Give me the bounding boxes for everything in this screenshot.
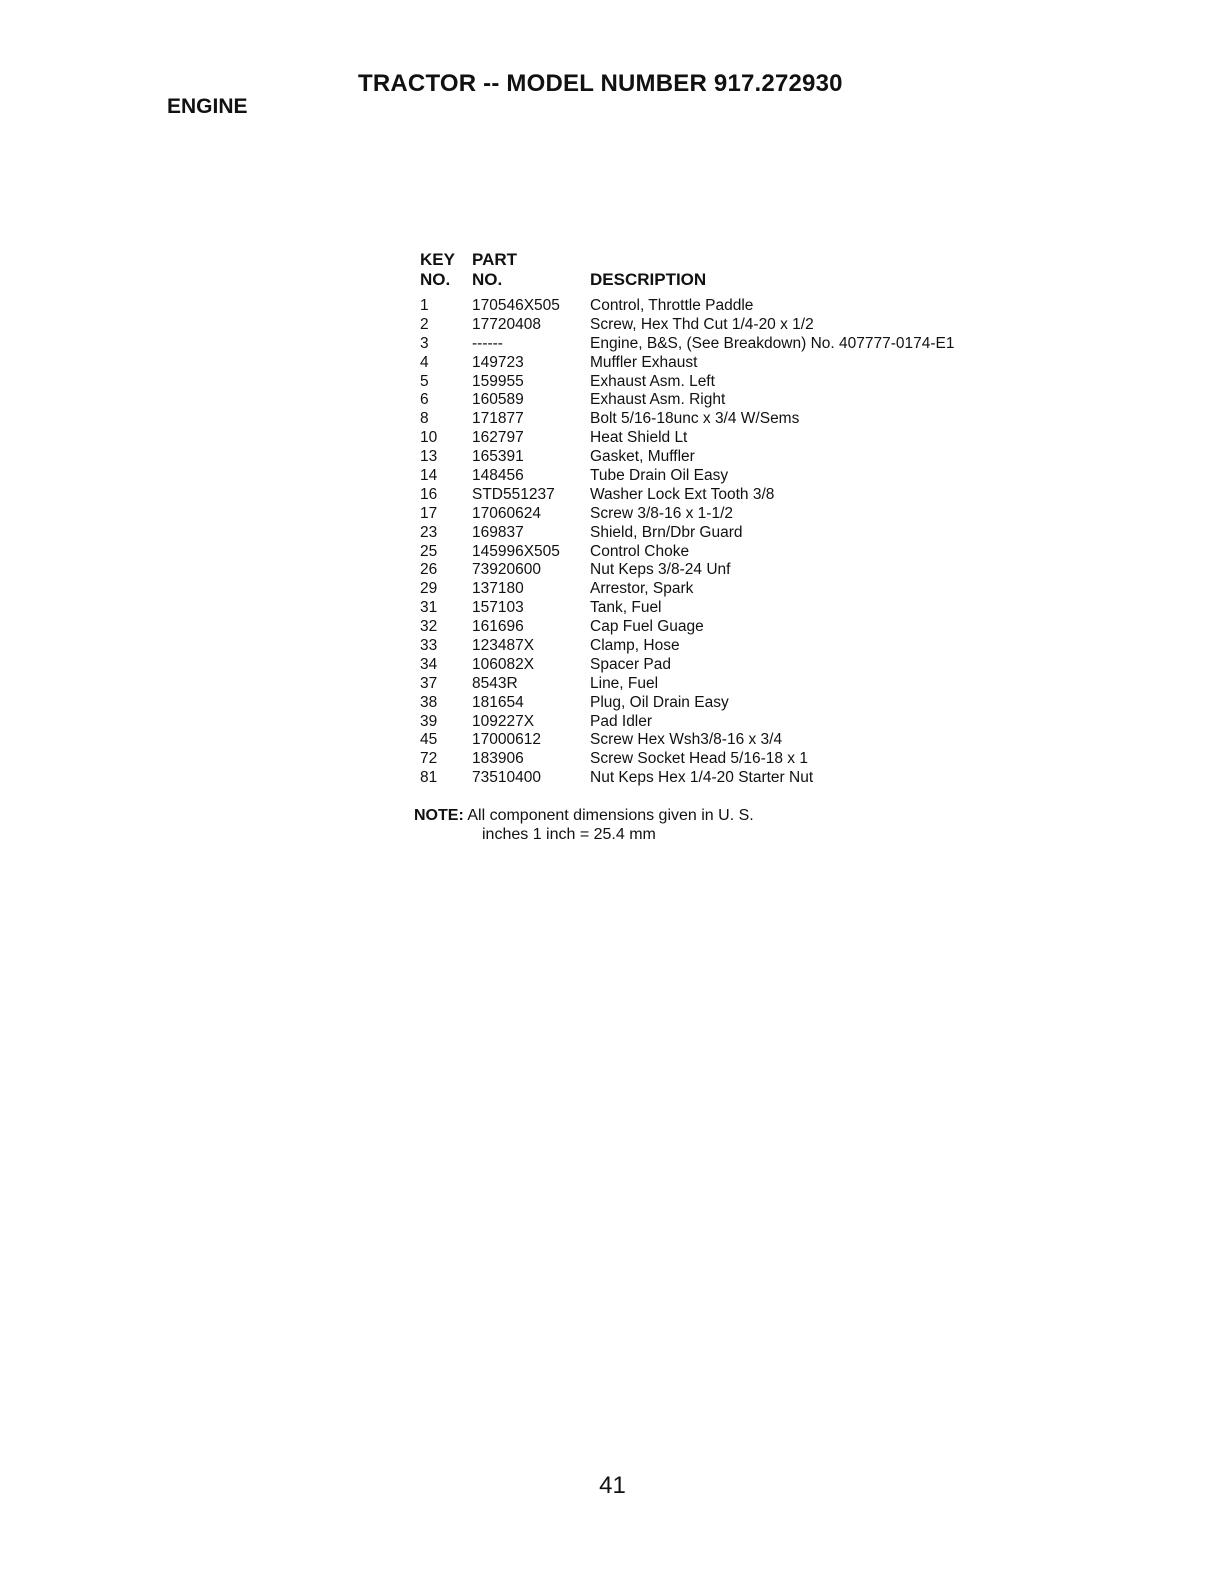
key-no-cell: 4: [420, 353, 429, 371]
description-cell: Screw, Hex Thd Cut 1/4-20 x 1/2: [590, 315, 814, 333]
part-no-cell: 123487X: [472, 637, 535, 655]
description-cell: Plug, Oil Drain Easy: [590, 693, 729, 711]
part-no-cell: 109227X: [472, 712, 535, 730]
key-no-cell: 39: [420, 712, 438, 730]
key-no-cell: 72: [420, 750, 438, 768]
description-cell: Gasket, Muffler: [590, 448, 695, 466]
description-cell: Clamp, Hose: [590, 637, 680, 655]
key-no-cell: 32: [420, 618, 438, 636]
description-cell: Screw Hex Wsh3/8-16 x 3/4: [590, 731, 783, 749]
key-no-cell: 25: [420, 542, 438, 560]
description-cell: Tank, Fuel: [590, 599, 662, 617]
description-cell: Control Choke: [590, 542, 690, 560]
key-no-cell: 6: [420, 391, 429, 409]
key-no-cell: 45: [420, 731, 438, 749]
part-no-cell: 159955: [472, 372, 524, 390]
note-label: NOTE:: [414, 807, 464, 824]
key-no-cell: 37: [420, 674, 438, 692]
key-no-cell: 5: [420, 372, 429, 390]
part-no-cell: 157103: [472, 599, 524, 617]
part-no-cell: STD551237: [472, 485, 555, 503]
header-description: DESCRIPTION: [590, 270, 707, 289]
part-no-cell: 169837: [472, 523, 524, 541]
key-no-cell: 8: [420, 410, 429, 428]
key-no-cell: 31: [420, 599, 438, 617]
part-no-cell: 165391: [472, 448, 524, 466]
key-no-cell: 16: [420, 485, 438, 503]
part-no-cell: 8543R: [472, 674, 518, 692]
part-no-cell: 183906: [472, 750, 524, 768]
header-part-no: NO.: [472, 270, 503, 289]
note-line1: All component dimensions given in U. S.: [467, 807, 754, 824]
part-no-cell: 73920600: [472, 561, 541, 579]
header-key: KEY: [420, 250, 455, 269]
description-cell: Exhaust Asm. Left: [590, 372, 715, 390]
description-cell: Muffler Exhaust: [590, 353, 698, 371]
description-cell: Heat Shield Lt: [590, 429, 688, 447]
description-cell: Arrestor, Spark: [590, 580, 694, 598]
key-no-cell: 10: [420, 429, 438, 447]
key-no-cell: 26: [420, 561, 438, 579]
part-no-cell: 161696: [472, 618, 524, 636]
description-cell: Pad Idler: [590, 712, 653, 730]
description-cell: Tube Drain Oil Easy: [590, 467, 729, 485]
key-no-cell: 23: [420, 523, 438, 541]
part-no-cell: 17720408: [472, 315, 541, 333]
part-no-cell: 17060624: [472, 504, 541, 522]
key-no-cell: 29: [420, 580, 438, 598]
description-cell: Engine, B&S, (See Breakdown) No. 407777-0174-E1: [590, 334, 955, 352]
key-no-cell: 2: [420, 315, 429, 333]
key-no-cell: 81: [420, 769, 438, 787]
key-no-cell: 34: [420, 655, 438, 673]
header-part: PART: [472, 250, 518, 269]
description-cell: Shield, Brn/Dbr Guard: [590, 523, 743, 541]
page-number: 41: [599, 1472, 626, 1499]
part-no-cell: 170546X505: [472, 297, 560, 314]
description-cell: Nut Keps 3/8-24 Unf: [590, 561, 731, 579]
part-no-cell: 137180: [472, 580, 524, 598]
key-no-cell: 13: [420, 448, 438, 466]
description-cell: Screw Socket Head 5/16-18 x 1: [590, 750, 808, 768]
description-cell: Washer Lock Ext Tooth 3/8: [590, 485, 775, 503]
part-no-cell: 149723: [472, 353, 524, 371]
part-no-cell: 162797: [472, 429, 524, 447]
part-no-cell: 160589: [472, 391, 524, 409]
key-no-cell: 38: [420, 693, 438, 711]
header-key-no: NO.: [420, 270, 451, 289]
description-cell: Cap Fuel Guage: [590, 618, 704, 636]
part-no-cell: 171877: [472, 410, 524, 428]
description-cell: Exhaust Asm. Right: [590, 391, 726, 409]
part-no-cell: 106082X: [472, 655, 535, 673]
part-no-cell: 181654: [472, 693, 524, 711]
part-no-cell: 145996X505: [472, 542, 560, 560]
key-no-cell: 1: [420, 297, 429, 314]
description-cell: Bolt 5/16-18unc x 3/4 W/Sems: [590, 410, 800, 428]
section-title: ENGINE: [167, 95, 248, 118]
description-cell: Line, Fuel: [590, 674, 659, 692]
description-cell: Control, Throttle Paddle: [590, 297, 754, 314]
description-cell: Nut Keps Hex 1/4-20 Starter Nut: [590, 769, 814, 787]
key-no-cell: 33: [420, 637, 438, 655]
part-no-cell: ------: [472, 334, 503, 352]
key-no-cell: 14: [420, 467, 438, 485]
note-line2: inches 1 inch = 25.4 mm: [482, 826, 656, 843]
description-cell: Screw 3/8-16 x 1-1/2: [590, 504, 734, 522]
part-no-cell: 17000612: [472, 731, 541, 749]
description-cell: Spacer Pad: [590, 655, 671, 673]
page-title: TRACTOR -- MODEL NUMBER 917.272930: [358, 70, 843, 97]
note: [414, 807, 754, 825]
part-no-cell: 148456: [472, 467, 524, 485]
key-no-cell: 17: [420, 504, 438, 522]
key-no-cell: 3: [420, 334, 429, 352]
part-no-cell: 73510400: [472, 769, 541, 787]
